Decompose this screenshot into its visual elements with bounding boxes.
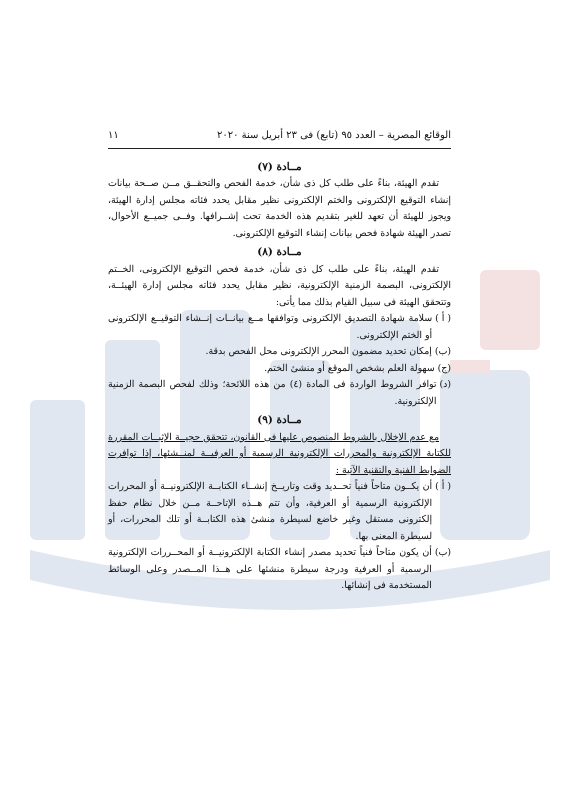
page-number: ١١ — [108, 130, 119, 141]
item-text: سهولة العلم بشخص الموقع أو منشئ الختم. — [264, 362, 435, 374]
article-8-item — [108, 344, 451, 361]
item-text: إمكان تحديد مضمون المحرر الإلكترونى محل الفحص بدقة. — [205, 346, 432, 357]
item-mark: (د) — [439, 379, 451, 390]
item-text: توافر الشروط الواردة فى المادة (٤) من هذه اللائحة؛ وذلك لفحص البصمة الزمنية الإلكترونية. — [108, 379, 437, 407]
article-7-heading: مــادة (٧) — [257, 160, 302, 173]
item-text: أن يكــون متاحاً فنياً تحــديد وقت وتاريــخ إنشــاء الكتابــة الإلكترونيــة أو المحررات الإلكترونية الرسمية أو العرفية، وأن تتم هــذه الإتاحــة مــن خلال نظام حفظ إلكترونى مستقل وغير خاضع لسيطرة منشئ هذه الكتابــة أو تلك المحررات، أو لسيطرة المعنى بها. — [108, 481, 433, 542]
article-9-item — [108, 545, 451, 595]
article-9-intro: مع عدم الإخلال بالشروط المنصوص عليها فى القانون، تتحقق حجيــة الإثبــات المقررة للكتابة الإلكترونية والمحررات الإلكترونية الرسمية أو العرفيــة لمنــشئها، إذا توافرت الضوابط الفنية والتقنية الآتية : — [108, 431, 451, 476]
item-mark: ( أ ) — [435, 481, 451, 492]
item-text: سلامة شهادة التصديق الإلكترونى وتوافقها مــع بيانــات إنــشاء التوقيــع الإلكترونى أو الختم الإلكترونى. — [108, 313, 433, 341]
article-7-text: تقدم الهيئة، بناءً على طلب كل ذى شأن، خدمة الفحص والتحقــق مــن صــحة بيانات إنشاء التوقيع الإلكترونى والختم الإلكترونى نظير مقابل يحدد فئاته مجلس إدارة الهيئة، ويجوز للهيئة أن تعهد للغير بتقديم هذه الخدمة تحت إشــرافها. وفــى جميــع الأحوال، تصدر الهيئة شهادة فحص بيانات إنشاء التوقيع الإلكترونى. — [108, 178, 451, 239]
article-9-item — [108, 479, 451, 545]
item-mark: (ب) — [434, 346, 451, 357]
article-8-item — [108, 377, 451, 410]
item-mark: ( أ ) — [435, 313, 451, 324]
article-8-item — [108, 361, 451, 378]
article-8-heading: مــادة (٨) — [257, 246, 302, 258]
article-8-item — [108, 311, 451, 344]
document-page — [108, 128, 451, 595]
article-8-intro: تقدم الهيئة، بناءً على طلب كل ذى شأن، خدمة فحص التوقيع الإلكترونى، الخــتم الإلكترونى، البصمة الزمنية الإلكترونية، نظير مقابل يحدد فئاته مجلس إدارة الهيئــة، وتتحقق الهيئة فى سبيل القيام بذلك مما يأتى: — [108, 263, 451, 308]
header-title: الوقائع المصرية – العدد ٩٥ (تابع) فى ٢٣ أبريل سنة ٢٠٢٠ — [216, 130, 451, 141]
item-mark: (ج) — [437, 362, 451, 374]
article-9-heading: مــادة (٩) — [257, 414, 302, 426]
page-header — [108, 128, 451, 149]
item-text: أن يكون متاحاً فنياً تحديد مصدر إنشاء الكتابة الإلكترونيــة أو المحــررات الإلكترونية الرسمية أو العرفية ودرجة سيطرة منشئها على هــذا المــصدر وعلى الوسائط المستخدمة فى إنشائها. — [108, 547, 432, 591]
item-mark: (ب) — [434, 547, 451, 558]
